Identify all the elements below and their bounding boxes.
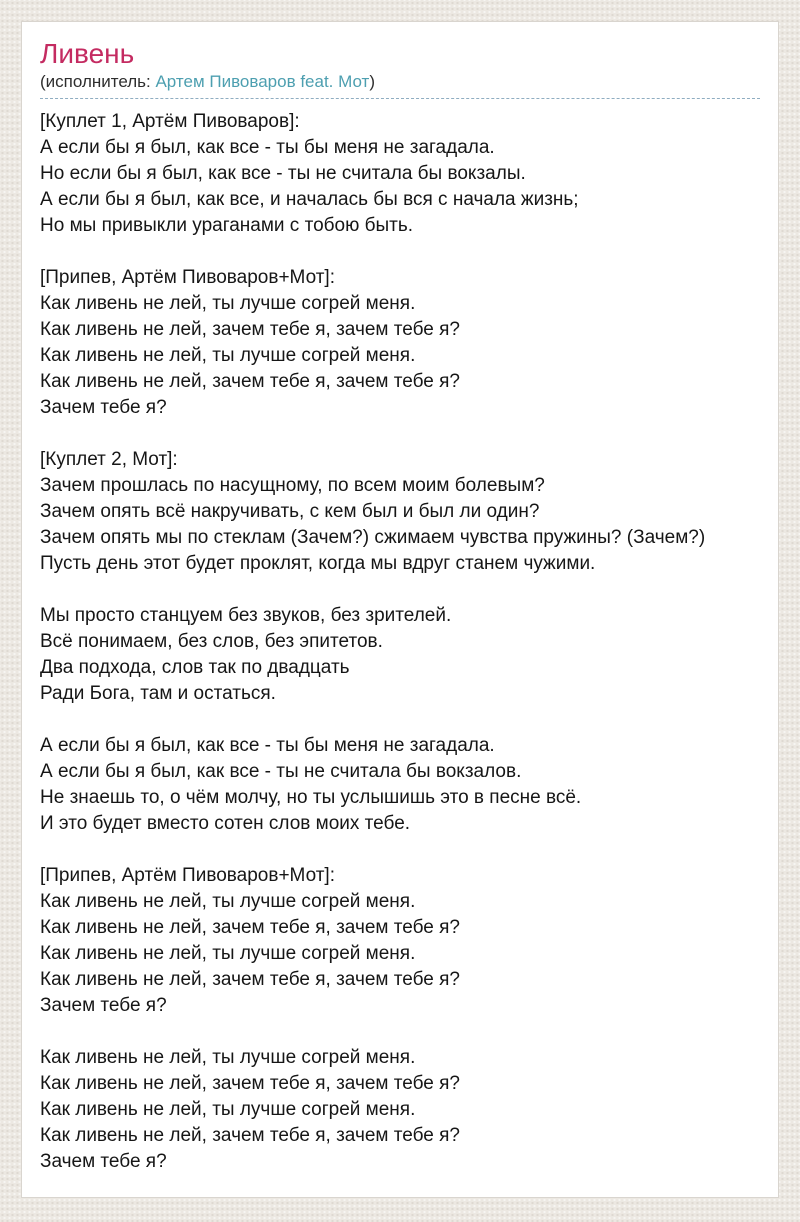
lyric-line: Зачем тебе я? <box>40 397 167 418</box>
stanza-header: [Припев, Артём Пивоваров+Мот]: <box>40 267 335 288</box>
lyric-line: А если бы я был, как все, и началась бы вся с начала жизнь; <box>40 189 579 210</box>
lyric-line: Как ливень не лей, ты лучше согрей меня. <box>40 1047 416 1068</box>
lyric-line: Как ливень не лей, ты лучше согрей меня. <box>40 1099 416 1120</box>
stanza-verse-2 <box>40 447 760 577</box>
stanza-header: [Припев, Артём Пивоваров+Мот]: <box>40 865 335 886</box>
lyric-line: Как ливень не лей, зачем тебе я, зачем тебе я? <box>40 319 460 340</box>
lyric-line: Два подхода, слов так по двадцать <box>40 657 350 678</box>
artist-link[interactable]: Артем Пивоваров feat. Мот <box>155 72 370 91</box>
stanza-chorus-2 <box>40 863 760 1019</box>
lyric-line: Как ливень не лей, зачем тебе я, зачем тебе я? <box>40 1125 460 1146</box>
artist-line <box>40 71 760 93</box>
stanza-chorus-1 <box>40 265 760 421</box>
lyric-line: Как ливень не лей, ты лучше согрей меня. <box>40 293 416 314</box>
lyric-line: Как ливень не лей, зачем тебе я, зачем тебе я? <box>40 371 460 392</box>
stanza-chorus-3 <box>40 1045 760 1175</box>
lyric-line: Зачем прошлась по насущному, по всем моим болевым? <box>40 475 545 496</box>
stanza-bridge-2 <box>40 733 760 837</box>
lyric-line: Зачем опять всё накручивать, с кем был и был ли один? <box>40 501 540 522</box>
artist-suffix: ) <box>369 72 376 91</box>
artist-prefix: (исполнитель: <box>40 72 156 91</box>
lyric-line: А если бы я был, как все - ты бы меня не загадала. <box>40 735 495 756</box>
stanza-header: [Куплет 1, Артём Пивоваров]: <box>40 111 300 132</box>
lyric-line: Как ливень не лей, зачем тебе я, зачем тебе я? <box>40 969 460 990</box>
lyric-line: Зачем тебе я? <box>40 1151 167 1172</box>
lyric-line: Но если бы я был, как все - ты не считала бы вокзалы. <box>40 163 526 184</box>
lyric-line: Как ливень не лей, зачем тебе я, зачем тебе я? <box>40 1073 460 1094</box>
lyric-line: Но мы привыкли ураганами с тобою быть. <box>40 215 414 236</box>
separator <box>40 97 760 99</box>
stanza-bridge-1 <box>40 603 760 707</box>
lyric-line: Пусть день этот будет проклят, когда мы вдруг станем чужими. <box>40 553 596 574</box>
lyric-line: Как ливень не лей, ты лучше согрей меня. <box>40 891 416 912</box>
lyrics-card <box>21 21 779 1198</box>
stanza-verse-1 <box>40 109 760 239</box>
lyric-line: Как ливень не лей, ты лучше согрей меня. <box>40 943 416 964</box>
song-title: Ливень <box>40 38 135 69</box>
stanza-header: [Куплет 2, Мот]: <box>40 449 178 470</box>
lyric-line: Зачем тебе я? <box>40 995 167 1016</box>
lyric-line: Как ливень не лей, ты лучше согрей меня. <box>40 345 416 366</box>
lyric-line: Мы просто станцуем без звуков, без зрителей. <box>40 605 452 626</box>
lyric-line: А если бы я был, как все - ты не считала бы вокзалов. <box>40 761 522 782</box>
lyrics-text <box>40 109 760 1175</box>
lyric-line: И это будет вместо сотен слов моих тебе. <box>40 813 411 834</box>
lyric-line: Зачем опять мы по стеклам (Зачем?) сжимаем чувства пружины? (Зачем?) <box>40 527 706 548</box>
lyric-line: Как ливень не лей, зачем тебе я, зачем тебе я? <box>40 917 460 938</box>
lyric-line: А если бы я был, как все - ты бы меня не загадала. <box>40 137 495 158</box>
lyric-line: Ради Бога, там и остаться. <box>40 683 276 704</box>
lyric-line: Не знаешь то, о чём молчу, но ты услышишь это в песне всё. <box>40 787 582 808</box>
lyric-line: Всё понимаем, без слов, без эпитетов. <box>40 631 383 652</box>
